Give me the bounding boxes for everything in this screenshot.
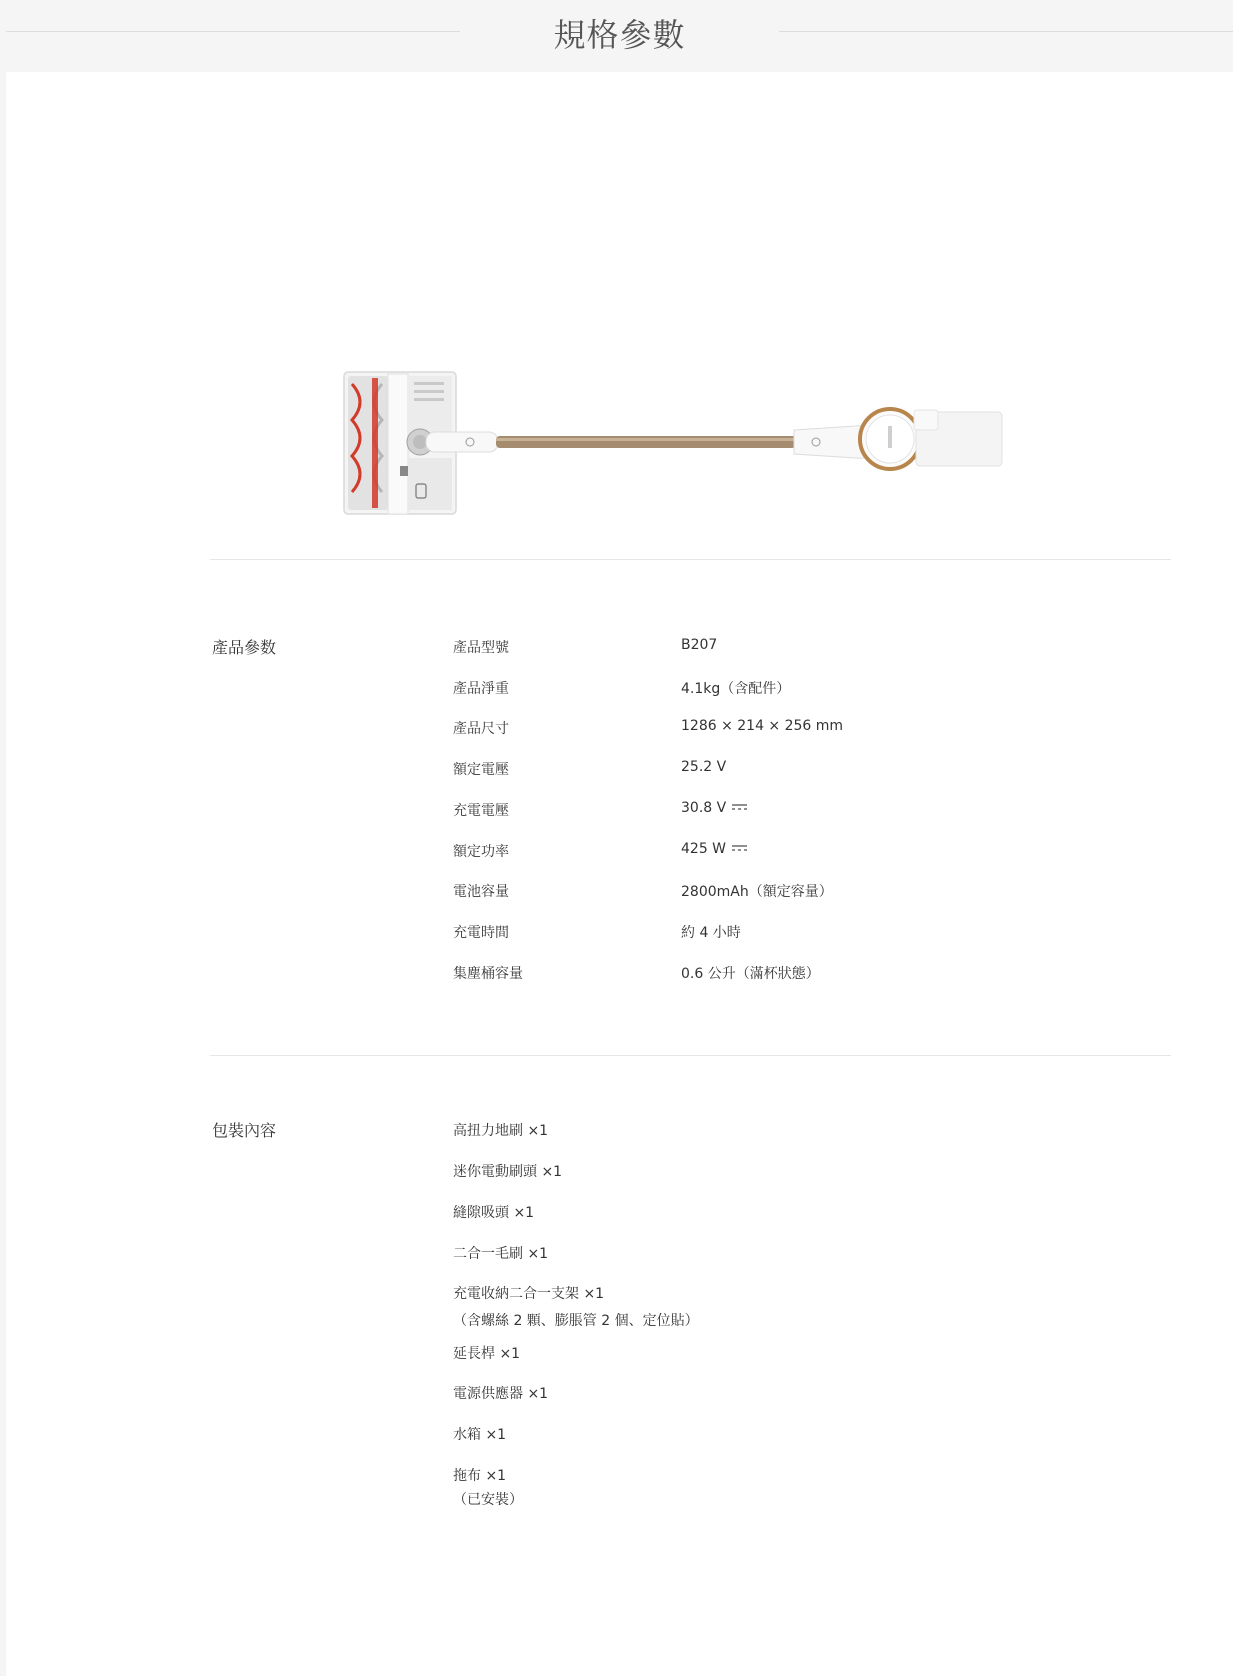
spec-value: 0.6 公升（滿杯狀態） <box>681 966 820 982</box>
spec-row-charging-voltage <box>453 800 1153 822</box>
spec-label: 額定電壓 <box>453 762 509 778</box>
spec-value: 1286 × 214 × 256 mm <box>681 718 844 734</box>
dc-current-icon <box>732 844 747 852</box>
package-item: 縫隙吸頭 ×1 <box>453 1205 535 1221</box>
spec-value-text: 425 W <box>681 841 727 857</box>
spec-value: 25.2 V <box>681 759 727 775</box>
package-item: 迷你電動刷頭 ×1 <box>453 1164 563 1180</box>
specs-section-title: 產品參数 <box>212 638 277 657</box>
package-item: 拖布 ×1 <box>453 1468 507 1484</box>
package-item: 電源供應器 ×1 <box>453 1386 549 1402</box>
package-item: 延長桿 ×1 <box>453 1346 521 1362</box>
dc-current-icon <box>732 803 747 811</box>
spec-value: B207 <box>681 637 718 653</box>
spec-row-dust-capacity <box>453 963 1153 985</box>
spec-row-charging-time <box>453 922 1153 944</box>
spec-label: 產品淨重 <box>453 681 509 697</box>
spec-value: 約 4 小時 <box>681 925 741 941</box>
spec-row-weight <box>453 678 1153 700</box>
package-item: 二合一毛刷 ×1 <box>453 1246 549 1262</box>
header-divider-left <box>6 31 460 32</box>
spec-value-with-icon <box>681 800 747 816</box>
spec-label: 電池容量 <box>453 884 509 900</box>
page-title: 規格參數 <box>553 16 686 54</box>
spec-value-text: 30.8 V <box>681 800 727 816</box>
spec-row-battery-capacity <box>453 881 1153 903</box>
spec-row-rated-power <box>453 841 1153 863</box>
spec-row-dimensions <box>453 718 1153 740</box>
section-divider <box>210 1055 1171 1056</box>
spec-row-model <box>453 637 1153 659</box>
package-item-note: （含螺絲 2 顆、膨脹管 2 個、定位貼） <box>453 1313 699 1329</box>
package-item: 水箱 ×1 <box>453 1427 507 1443</box>
package-item: 高扭力地刷 ×1 <box>453 1123 549 1139</box>
spec-label: 產品尺寸 <box>453 721 509 737</box>
page-header <box>0 0 1233 70</box>
package-item: 充電收納二合一支架 ×1 <box>453 1286 605 1302</box>
spec-label: 產品型號 <box>453 640 509 656</box>
spec-label: 充電時間 <box>453 925 509 941</box>
spec-value: 4.1kg（含配件） <box>681 681 791 697</box>
header-divider-right <box>779 31 1233 32</box>
spec-card <box>6 72 1233 1676</box>
package-item-note: （已安裝） <box>453 1492 523 1508</box>
spec-value-with-icon <box>681 841 747 857</box>
spec-label: 額定功率 <box>453 844 509 860</box>
spec-label: 充電電壓 <box>453 803 509 819</box>
package-section-title: 包裝內容 <box>212 1121 277 1140</box>
spec-row-rated-voltage <box>453 759 1153 781</box>
section-divider <box>210 559 1171 560</box>
spec-value: 2800mAh（額定容量） <box>681 884 833 900</box>
spec-label: 集塵桶容量 <box>453 966 523 982</box>
stick-vacuum-illustration <box>336 362 1026 522</box>
